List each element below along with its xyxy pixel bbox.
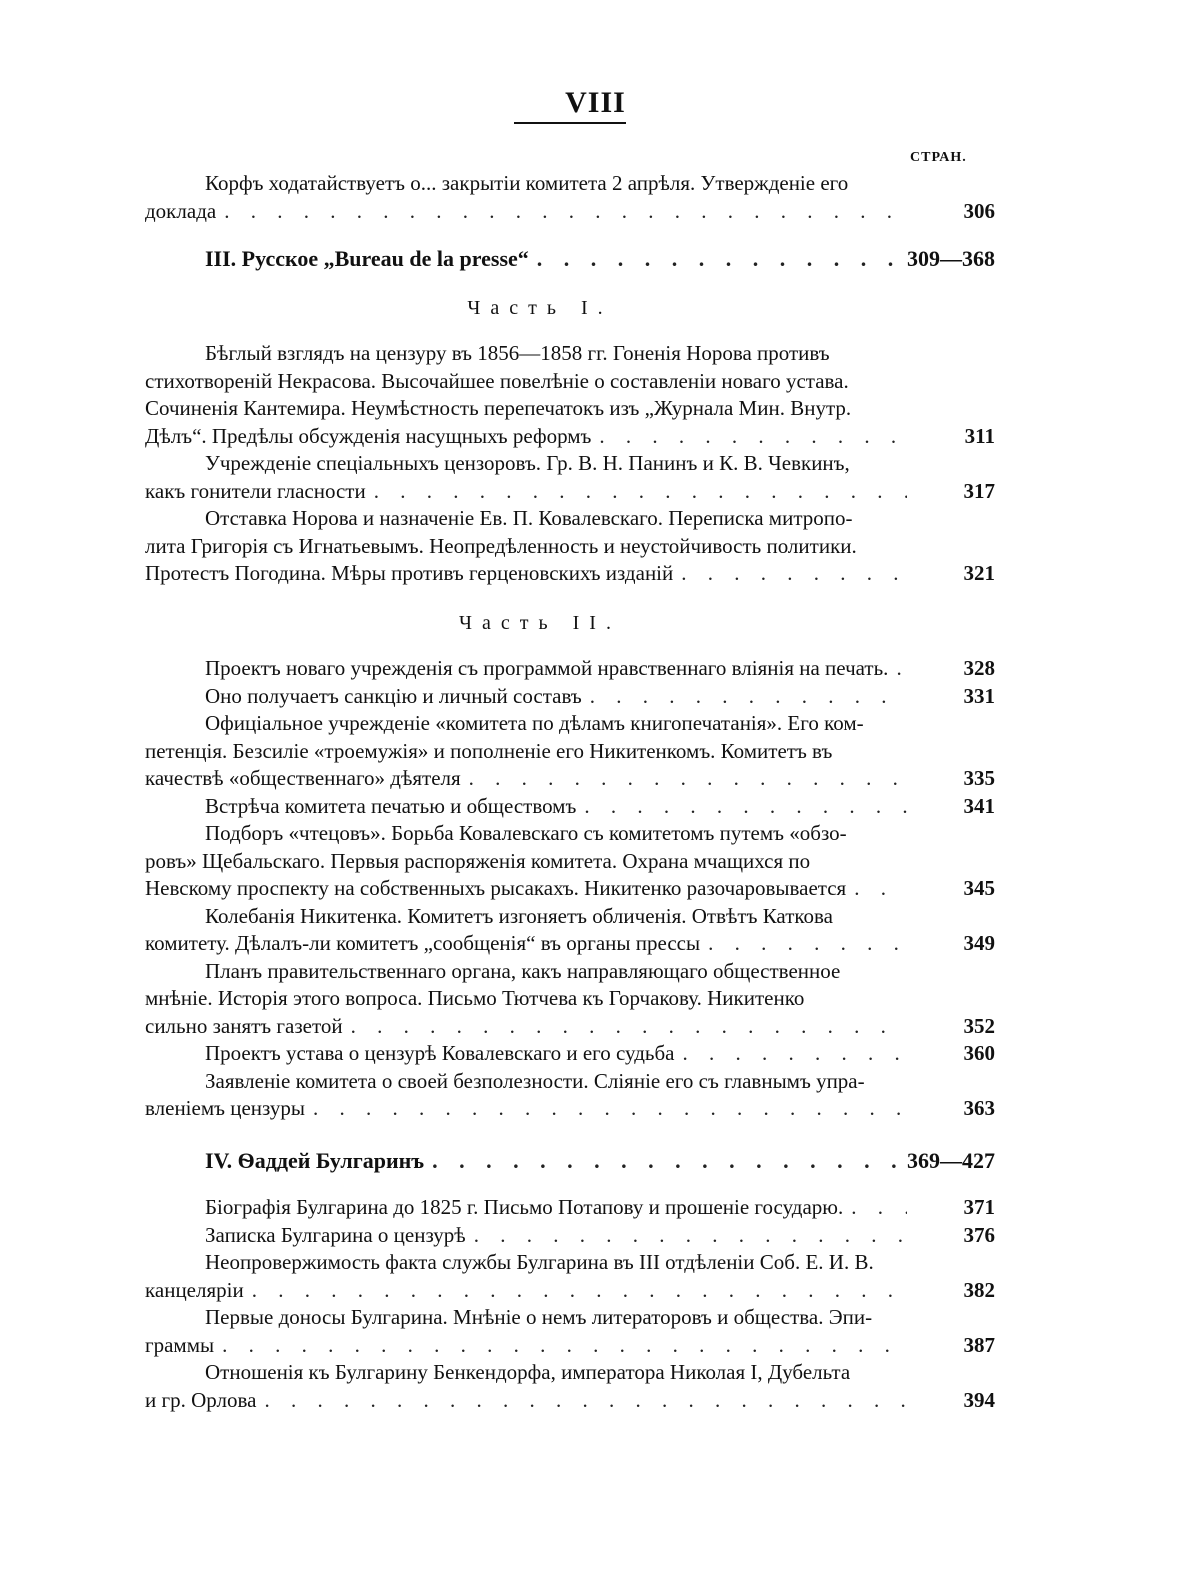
toc-entry-last-line: [205, 1040, 995, 1068]
toc-entry-text: Записка Булгарина о цензурѣ: [205, 1222, 466, 1247]
toc-entry-text: Невскому проспекту на собственныхъ рысакахъ. Никитенко разочаровывается: [145, 876, 847, 900]
toc-entry: [145, 170, 995, 225]
dot-leader: [584, 793, 907, 821]
toc-entry-line: [205, 710, 995, 738]
table-of-contents: [145, 170, 995, 1414]
toc-entry-text: Проектъ новаго учрежденія съ программой нравственнаго вліянія на печать.: [205, 656, 889, 680]
dot-leader: [708, 930, 907, 958]
section-page-range: 309—368: [907, 246, 995, 271]
dot-leader: [469, 765, 907, 793]
toc-entry-text: Отставка Норова и назначеніе Ев. П. Ковалевскаго. Переписка митропо-: [205, 506, 853, 530]
toc-page-number: 341: [963, 793, 995, 818]
toc-entry: [145, 710, 995, 793]
toc-entry-text: Отношенія къ Булгарину Бенкендорфа, императора Николая I, Дубельта: [205, 1360, 851, 1384]
section-page-range: 369—427: [907, 1147, 995, 1173]
toc-entry-text: Учрежденіе спеціальныхъ цензоровъ. Гр. В. Н. Панинъ и К. В. Чевкинъ,: [205, 451, 850, 475]
dot-leader: [222, 1332, 907, 1360]
toc-entry-text: III. Русское „Bureau de la presse“: [205, 246, 529, 271]
dot-leader: [851, 1194, 907, 1222]
toc-entry-last-line: [145, 765, 995, 793]
dot-leader: [224, 198, 907, 226]
section-heading: [205, 1147, 995, 1175]
toc-page-number: 360: [963, 1041, 995, 1065]
toc-page-number: 311: [964, 423, 995, 448]
toc-page-number: 382: [963, 1277, 995, 1302]
toc-entry-text: граммы: [145, 1332, 215, 1357]
toc-entry-last-line: [145, 1277, 995, 1305]
page-number-rule: [514, 122, 626, 124]
toc-entry: [145, 450, 995, 505]
dot-leader: [854, 875, 907, 903]
dot-leader: [683, 1040, 908, 1068]
toc-entry-last-line: [205, 245, 995, 273]
toc-entry: [205, 683, 995, 711]
toc-entry-text: стихотвореній Некрасова. Высочайшее повелѣніе о составленіи новаго устава.: [145, 368, 849, 393]
toc-entry-last-line: [145, 875, 995, 903]
toc-page-number: 345: [963, 876, 995, 900]
toc-entry-text: и гр. Орлова: [145, 1387, 257, 1412]
dot-leader: [599, 423, 907, 451]
dot-leader: [432, 1147, 899, 1175]
dot-leader: [351, 1013, 907, 1041]
toc-page-number: 331: [963, 683, 995, 708]
toc-entry-last-line: [205, 683, 995, 711]
dot-leader: [896, 655, 907, 683]
toc-entry-line: [205, 1068, 995, 1096]
dot-leader: [537, 245, 899, 273]
toc-entry-text: Сочиненія Кантемира. Неумѣстность перепечатокъ изъ „Журнала Мин. Внутр.: [145, 396, 852, 420]
toc-entry-line: [145, 368, 995, 396]
dot-leader: [681, 560, 907, 588]
part-heading: Часть II.: [459, 611, 621, 634]
toc-entry-text: доклада: [145, 198, 217, 223]
toc-entry-last-line: [145, 1095, 995, 1123]
toc-entry-text: ровъ» Щебальскаго. Первыя распоряженія комитета. Охрана мчащихся по: [145, 848, 811, 873]
dot-leader: [313, 1095, 907, 1123]
toc-entry-line: [205, 450, 995, 478]
toc-entry-last-line: [145, 423, 995, 451]
toc-entry-last-line: [145, 930, 995, 958]
toc-entry-last-line: [205, 1147, 995, 1175]
toc-entry-line: [145, 395, 995, 423]
toc-entry-text: Первые доносы Булгарина. Мнѣніе о немъ литераторовъ и общества. Эпи-: [205, 1305, 873, 1329]
toc-entry-line: [205, 820, 995, 848]
toc-entry-text: Колебанія Никитенка. Комитетъ изгоняетъ обличенія. Отвѣтъ Каткова: [205, 903, 833, 928]
toc-entry-text: Корфъ ходатайствуетъ о... закрытіи комитета 2 апрѣля. Утвержденіе его: [205, 171, 849, 195]
toc-page-number: 328: [963, 656, 995, 680]
toc-entry-text: Оно получаетъ санкцію и личный составъ: [205, 683, 582, 708]
toc-page-number: 371: [963, 1195, 995, 1219]
toc-entry-line: [145, 738, 995, 766]
toc-entry: [205, 793, 995, 821]
toc-page-number: 335: [963, 766, 995, 790]
toc-entry-line: [205, 340, 995, 368]
toc-entry-text: Офиціальное учрежденіе «комитета по дѣламъ книгопечатанія». Его ком-: [205, 711, 864, 735]
toc-entry: [145, 903, 995, 958]
toc-entry-last-line: [145, 1387, 995, 1415]
toc-entry-last-line: [205, 1194, 995, 1222]
toc-entry-text: Встрѣча комитета печатью и обществомъ: [205, 793, 577, 818]
page-number: VIII: [565, 86, 626, 119]
dot-leader: [590, 683, 907, 711]
toc-entry: [205, 1194, 995, 1222]
dot-leader: [252, 1277, 907, 1305]
toc-entry-text: Подборъ «чтецовъ». Борьба Ковалевскаго съ комитетомъ путемъ «обзо-: [205, 821, 847, 845]
toc-entry-text: сильно занятъ газетой: [145, 1013, 343, 1038]
toc-entry-line: [145, 848, 995, 876]
toc-entry-line: [205, 903, 995, 931]
toc-page-number: 321: [963, 561, 995, 585]
toc-page-number: 363: [963, 1096, 995, 1120]
toc-entry: [145, 340, 995, 450]
toc-entry-text: лита Григорія съ Игнатьевымъ. Неопредѣленность и неустойчивость политики.: [145, 533, 857, 558]
toc-entry: [145, 820, 995, 903]
toc-entry-text: Планъ правительственнаго органа, какъ направляющаго общественное: [205, 958, 841, 983]
toc-entry-line: [205, 505, 995, 533]
toc-entry-text: качествѣ «общественнаго» дѣятеля: [145, 766, 461, 790]
toc-page-number: 376: [963, 1222, 995, 1247]
page-column-label: СТРАН.: [910, 150, 967, 165]
toc-entry-line: [145, 985, 995, 1013]
toc-entry: [145, 958, 995, 1041]
toc-entry-last-line: [145, 1332, 995, 1360]
toc-page-number: 387: [963, 1332, 995, 1357]
toc-entry: [205, 1040, 995, 1068]
toc-entry-last-line: [145, 478, 995, 506]
toc-entry-text: Дѣлъ“. Предѣлы обсужденія насущныхъ реформъ: [145, 423, 592, 448]
toc-entry-text: Біографія Булгарина до 1825 г. Письмо Потапову и прошеніе государю.: [205, 1195, 844, 1219]
toc-entry-text: Бѣглый взглядъ на цензуру въ 1856—1858 гг. Гоненія Норова противъ: [205, 341, 830, 365]
toc-entry-last-line: [205, 793, 995, 821]
dot-leader: [374, 478, 907, 506]
toc-entry-last-line: [145, 1013, 995, 1041]
toc-entry-line: [205, 1359, 995, 1387]
toc-entry: [145, 1249, 995, 1304]
toc-entry-text: Проектъ устава о цензурѣ Ковалевскаго и его судьба: [205, 1041, 675, 1065]
toc-entry-text: мнѣніе. Исторія этого вопроса. Письмо Тютчева къ Горчакову. Никитенко: [145, 986, 805, 1010]
dot-leader: [264, 1387, 907, 1415]
dot-leader: [474, 1222, 907, 1250]
toc-entry-text: комитету. Дѣлалъ-ли комитетъ „сообщенія“ въ органы прессы: [145, 931, 701, 955]
toc-page-number: 306: [963, 198, 995, 223]
toc-entry: [145, 505, 995, 588]
toc-page-number: 394: [963, 1387, 995, 1412]
toc-entry: [145, 1304, 995, 1359]
toc-entry: [145, 1359, 995, 1414]
toc-entry-line: [205, 958, 995, 986]
toc-entry-text: Неопровержимость факта службы Булгарина въ III отдѣленіи Соб. Е. И. В.: [205, 1250, 874, 1274]
toc-entry-text: Протестъ Погодина. Мѣры противъ герценовскихъ изданій: [145, 561, 674, 585]
toc-entry-text: IV. Ѳаддей Булгаринъ: [205, 1147, 425, 1173]
toc-entry-last-line: [145, 560, 995, 588]
toc-entry-last-line: [145, 198, 995, 226]
toc-entry: [205, 1222, 995, 1250]
toc-entry-text: канцеляріи: [145, 1277, 244, 1302]
toc-entry-last-line: [205, 655, 995, 683]
section-heading: [205, 245, 995, 273]
toc-entry-text: Заявленіе комитета о своей безполезности. Сліяніе его съ главнымъ упра-: [205, 1068, 865, 1093]
toc-entry: [205, 655, 995, 683]
toc-entry-last-line: [205, 1222, 995, 1250]
toc-entry-text: вленіемъ цензуры: [145, 1096, 305, 1120]
toc-entry: [145, 1068, 995, 1123]
toc-entry-text: какъ гонители гласности: [145, 478, 366, 503]
toc-entry-line: [145, 533, 995, 561]
toc-entry-text: петенція. Безсиліе «троемужія» и пополненіе его Никитенкомъ. Комитетъ въ: [145, 738, 833, 763]
toc-page-number: 349: [963, 931, 995, 955]
part-heading: Часть I.: [467, 296, 613, 319]
toc-page-number: 352: [963, 1013, 995, 1038]
toc-entry-line: [205, 1249, 995, 1277]
toc-entry-line: [205, 170, 995, 198]
toc-entry-line: [205, 1304, 995, 1332]
toc-page-number: 317: [963, 478, 995, 503]
